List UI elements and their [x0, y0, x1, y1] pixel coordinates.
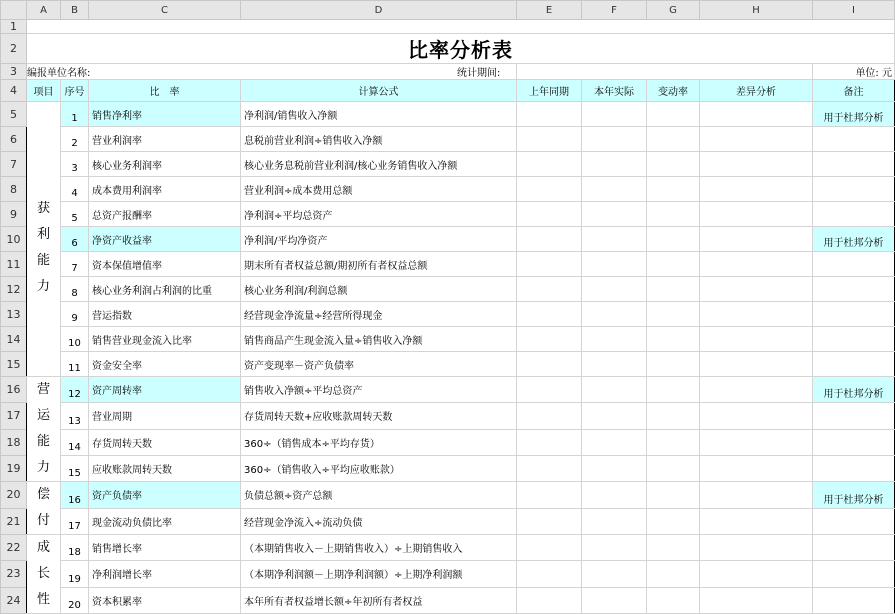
- ratio-cell[interactable]: 销售营业现金流入比率: [89, 327, 241, 352]
- this-year-cell[interactable]: [582, 403, 647, 429]
- row-header[interactable]: 3: [1, 64, 27, 80]
- change-cell[interactable]: [647, 587, 700, 613]
- formula-cell[interactable]: 销售商品产生现金流入量÷销售收入净额: [241, 327, 517, 352]
- seq-cell[interactable]: 3: [61, 152, 89, 177]
- remark-cell[interactable]: [813, 277, 895, 302]
- table-header-row: [1, 80, 895, 102]
- remark-cell[interactable]: [813, 561, 895, 587]
- formula-cell[interactable]: 经营现金净流入÷流动负债: [241, 508, 517, 535]
- row-header[interactable]: 17: [1, 403, 27, 429]
- row-header[interactable]: 11: [1, 252, 27, 277]
- last-year-cell[interactable]: [517, 561, 582, 587]
- diff-cell[interactable]: [700, 177, 813, 202]
- formula-cell[interactable]: 期末所有者权益总额/期初所有者权益总额: [241, 252, 517, 277]
- remark-cell[interactable]: [813, 127, 895, 152]
- seq-cell[interactable]: 19: [61, 561, 89, 587]
- seq-cell[interactable]: 9: [61, 302, 89, 327]
- column-header-row: [1, 1, 895, 20]
- formula-cell[interactable]: 核心业务利润/利润总额: [241, 277, 517, 302]
- ratio-cell[interactable]: 营业利润率: [89, 127, 241, 152]
- formula-cell[interactable]: 资产变现率－资产负债率: [241, 352, 517, 377]
- change-cell[interactable]: [647, 327, 700, 352]
- header-formula[interactable]: 计算公式: [241, 80, 517, 102]
- ratio-cell[interactable]: 营运指数: [89, 302, 241, 327]
- last-year-cell[interactable]: [517, 535, 582, 561]
- diff-cell[interactable]: [700, 352, 813, 377]
- change-cell[interactable]: [647, 152, 700, 177]
- category-profit[interactable]: [27, 102, 61, 377]
- change-cell[interactable]: [647, 252, 700, 277]
- this-year-cell[interactable]: [582, 302, 647, 327]
- this-year-cell[interactable]: [582, 152, 647, 177]
- category-char: 运: [36, 408, 50, 423]
- ratio-cell[interactable]: 资金安全率: [89, 352, 241, 377]
- diff-cell[interactable]: [700, 429, 813, 455]
- remark-cell[interactable]: 用于杜邦分析: [813, 482, 895, 509]
- seq-cell[interactable]: 6: [61, 227, 89, 252]
- diff-cell[interactable]: [700, 482, 813, 509]
- remark-cell[interactable]: [813, 403, 895, 429]
- formula-cell[interactable]: （本期销售收入－上期销售收入）÷上期销售收入: [241, 535, 517, 561]
- row-header[interactable]: 5: [1, 102, 27, 127]
- remark-cell[interactable]: [813, 587, 895, 613]
- category-char: 获: [36, 201, 50, 216]
- seq-cell[interactable]: 18: [61, 535, 89, 561]
- unit-name-label[interactable]: 编报单位名称:: [27, 64, 517, 80]
- ratio-cell[interactable]: 净资产收益率: [89, 227, 241, 252]
- this-year-cell[interactable]: [582, 377, 647, 403]
- change-cell[interactable]: [647, 561, 700, 587]
- column-header-f[interactable]: F: [582, 1, 647, 20]
- row-header[interactable]: 8: [1, 177, 27, 202]
- ratio-cell[interactable]: 资产周转率: [89, 377, 241, 403]
- category-char: 成: [36, 540, 50, 555]
- row-header[interactable]: 7: [1, 152, 27, 177]
- diff-cell[interactable]: [700, 455, 813, 481]
- ratio-cell[interactable]: 资产负债率: [89, 482, 241, 509]
- last-year-cell[interactable]: [517, 152, 582, 177]
- diff-cell[interactable]: [700, 327, 813, 352]
- this-year-cell[interactable]: [582, 327, 647, 352]
- column-header-h[interactable]: H: [700, 1, 813, 20]
- this-year-cell[interactable]: [582, 352, 647, 377]
- header-diff[interactable]: 差异分析: [700, 80, 813, 102]
- change-cell[interactable]: [647, 482, 700, 509]
- remark-cell[interactable]: [813, 455, 895, 481]
- row-header[interactable]: 18: [1, 429, 27, 455]
- last-year-cell[interactable]: [517, 327, 582, 352]
- diff-cell[interactable]: [700, 508, 813, 535]
- row-header[interactable]: 22: [1, 535, 27, 561]
- seq-cell[interactable]: 2: [61, 127, 89, 152]
- row-header[interactable]: 6: [1, 127, 27, 152]
- column-header-i[interactable]: I: [813, 1, 895, 20]
- change-cell[interactable]: [647, 377, 700, 403]
- ratio-cell[interactable]: 存货周转天数: [89, 429, 241, 455]
- category-char: 偿: [36, 487, 50, 502]
- seq-cell[interactable]: 8: [61, 277, 89, 302]
- change-cell[interactable]: [647, 508, 700, 535]
- this-year-cell[interactable]: [582, 429, 647, 455]
- last-year-cell[interactable]: [517, 403, 582, 429]
- header-last-year[interactable]: 上年同期: [517, 80, 582, 102]
- remark-cell[interactable]: 用于杜邦分析: [813, 377, 895, 403]
- this-year-cell[interactable]: [582, 227, 647, 252]
- ratio-cell[interactable]: 应收账款周转天数: [89, 455, 241, 481]
- diff-cell[interactable]: [700, 227, 813, 252]
- header-remark[interactable]: 备注: [813, 80, 895, 102]
- row-header[interactable]: 15: [1, 352, 27, 377]
- formula-cell[interactable]: 本年所有者权益增长额÷年初所有者权益: [241, 587, 517, 613]
- remark-cell[interactable]: [813, 152, 895, 177]
- this-year-cell[interactable]: [582, 482, 647, 509]
- this-year-cell[interactable]: [582, 177, 647, 202]
- column-header-b[interactable]: B: [61, 1, 89, 20]
- seq-cell[interactable]: 13: [61, 403, 89, 429]
- category-char: 力: [36, 279, 50, 294]
- column-header-e[interactable]: E: [517, 1, 582, 20]
- row-header[interactable]: 14: [1, 327, 27, 352]
- seq-cell[interactable]: 5: [61, 202, 89, 227]
- this-year-cell[interactable]: [582, 127, 647, 152]
- last-year-cell[interactable]: [517, 277, 582, 302]
- remark-cell[interactable]: [813, 252, 895, 277]
- ratio-cell[interactable]: 销售增长率: [89, 535, 241, 561]
- formula-cell[interactable]: 核心业务息税前营业利润/核心业务销售收入净额: [241, 152, 517, 177]
- remark-cell[interactable]: [813, 202, 895, 227]
- row-header[interactable]: 21: [1, 508, 27, 535]
- last-year-cell[interactable]: [517, 482, 582, 509]
- remark-cell[interactable]: [813, 177, 895, 202]
- last-year-cell[interactable]: [517, 429, 582, 455]
- change-cell[interactable]: [647, 535, 700, 561]
- category-char: 营: [36, 382, 50, 397]
- column-header-g[interactable]: G: [647, 1, 700, 20]
- category-char: 利: [36, 227, 50, 242]
- category-growth[interactable]: [27, 535, 61, 614]
- row-header[interactable]: 19: [1, 455, 27, 481]
- category-operation[interactable]: [27, 377, 61, 482]
- last-year-cell[interactable]: [517, 127, 582, 152]
- seq-cell[interactable]: 16: [61, 482, 89, 509]
- diff-cell[interactable]: [700, 535, 813, 561]
- seq-cell[interactable]: 11: [61, 352, 89, 377]
- header-change[interactable]: 变动率: [647, 80, 700, 102]
- row-header[interactable]: 13: [1, 302, 27, 327]
- remark-cell[interactable]: [813, 535, 895, 561]
- diff-cell[interactable]: [700, 302, 813, 327]
- formula-cell[interactable]: 存货周转天数+应收账款周转天数: [241, 403, 517, 429]
- formula-cell[interactable]: 负债总额÷资产总额: [241, 482, 517, 509]
- last-year-cell[interactable]: [517, 102, 582, 127]
- this-year-cell[interactable]: [582, 508, 647, 535]
- last-year-cell[interactable]: [517, 508, 582, 535]
- this-year-cell[interactable]: [582, 102, 647, 127]
- row-header[interactable]: 23: [1, 561, 27, 587]
- ratio-cell[interactable]: 总资产报酬率: [89, 202, 241, 227]
- formula-cell[interactable]: 息税前营业利润÷销售收入净额: [241, 127, 517, 152]
- seq-cell[interactable]: 1: [61, 102, 89, 127]
- change-cell[interactable]: [647, 277, 700, 302]
- remark-cell[interactable]: [813, 508, 895, 535]
- diff-cell[interactable]: [700, 377, 813, 403]
- change-cell[interactable]: [647, 403, 700, 429]
- ratio-cell[interactable]: 净利润增长率: [89, 561, 241, 587]
- change-cell[interactable]: [647, 202, 700, 227]
- category-char: 能: [36, 253, 50, 268]
- row-header[interactable]: 10: [1, 227, 27, 252]
- seq-cell[interactable]: 10: [61, 327, 89, 352]
- seq-cell[interactable]: 12: [61, 377, 89, 403]
- category-char: 长: [36, 566, 50, 581]
- header-project[interactable]: 项目: [27, 80, 61, 102]
- diff-cell[interactable]: [700, 561, 813, 587]
- this-year-cell[interactable]: [582, 561, 647, 587]
- last-year-cell[interactable]: [517, 587, 582, 613]
- seq-cell[interactable]: 15: [61, 455, 89, 481]
- diff-cell[interactable]: [700, 252, 813, 277]
- row-header[interactable]: 4: [1, 80, 27, 102]
- formula-cell[interactable]: （本期净利润额－上期净利润额）÷上期净利润额: [241, 561, 517, 587]
- this-year-cell[interactable]: [582, 587, 647, 613]
- diff-cell[interactable]: [700, 403, 813, 429]
- change-cell[interactable]: [647, 352, 700, 377]
- last-year-cell[interactable]: [517, 455, 582, 481]
- this-year-cell[interactable]: [582, 202, 647, 227]
- formula-cell[interactable]: 经营现金净流量÷经营所得现金: [241, 302, 517, 327]
- this-year-cell[interactable]: [582, 252, 647, 277]
- category-char: 性: [36, 592, 50, 607]
- this-year-cell[interactable]: [582, 535, 647, 561]
- formula-cell[interactable]: 净利润/平均净资产: [241, 227, 517, 252]
- change-cell[interactable]: [647, 302, 700, 327]
- select-all-corner[interactable]: [1, 1, 27, 20]
- last-year-cell[interactable]: [517, 177, 582, 202]
- diff-cell[interactable]: [700, 587, 813, 613]
- category-char: 能: [36, 434, 50, 449]
- diff-cell[interactable]: [700, 127, 813, 152]
- formula-cell[interactable]: 360÷（销售成本÷平均存货）: [241, 429, 517, 455]
- ratio-cell[interactable]: 核心业务利润率: [89, 152, 241, 177]
- seq-cell[interactable]: 4: [61, 177, 89, 202]
- period-label[interactable]: 统计期间:: [517, 64, 813, 80]
- last-year-cell[interactable]: [517, 352, 582, 377]
- this-year-cell[interactable]: [582, 277, 647, 302]
- seq-cell[interactable]: 17: [61, 508, 89, 535]
- remark-cell[interactable]: 用于杜邦分析: [813, 102, 895, 127]
- header-this-year[interactable]: 本年实际: [582, 80, 647, 102]
- column-header-c[interactable]: C: [89, 1, 241, 20]
- category-char: 付: [36, 513, 50, 528]
- seq-cell[interactable]: 7: [61, 252, 89, 277]
- diff-cell[interactable]: [700, 152, 813, 177]
- row-header[interactable]: 20: [1, 482, 27, 509]
- diff-cell[interactable]: [700, 202, 813, 227]
- change-cell[interactable]: [647, 227, 700, 252]
- formula-cell[interactable]: 营业利润÷成本费用总额: [241, 177, 517, 202]
- formula-cell[interactable]: 净利润/销售收入净额: [241, 102, 517, 127]
- row-header[interactable]: 9: [1, 202, 27, 227]
- category-solvency[interactable]: [27, 482, 61, 535]
- unit-label[interactable]: 单位: 元: [813, 64, 895, 80]
- ratio-cell[interactable]: 现金流动负债比率: [89, 508, 241, 535]
- row-header[interactable]: 24: [1, 587, 27, 613]
- diff-cell[interactable]: [700, 277, 813, 302]
- last-year-cell[interactable]: [517, 252, 582, 277]
- row-header[interactable]: 12: [1, 277, 27, 302]
- header-seq[interactable]: 序号: [61, 80, 89, 102]
- ratio-cell[interactable]: 资本保值增值率: [89, 252, 241, 277]
- row-header[interactable]: 2: [1, 34, 27, 64]
- remark-cell[interactable]: [813, 327, 895, 352]
- change-cell[interactable]: [647, 102, 700, 127]
- ratio-cell[interactable]: 营业周期: [89, 403, 241, 429]
- change-cell[interactable]: [647, 429, 700, 455]
- remark-cell[interactable]: [813, 429, 895, 455]
- remark-cell[interactable]: [813, 352, 895, 377]
- cell[interactable]: [27, 20, 895, 34]
- column-header-d[interactable]: D: [241, 1, 517, 20]
- ratio-cell[interactable]: 成本费用利润率: [89, 177, 241, 202]
- last-year-cell[interactable]: [517, 202, 582, 227]
- header-ratio[interactable]: 比 率: [89, 80, 241, 102]
- diff-cell[interactable]: [700, 102, 813, 127]
- column-header-a[interactable]: A: [27, 1, 61, 20]
- remark-cell[interactable]: [813, 302, 895, 327]
- change-cell[interactable]: [647, 455, 700, 481]
- last-year-cell[interactable]: [517, 377, 582, 403]
- last-year-cell[interactable]: [517, 227, 582, 252]
- ratio-cell[interactable]: 资本积累率: [89, 587, 241, 613]
- formula-cell[interactable]: 360÷（销售收入÷平均应收账款）: [241, 455, 517, 481]
- row-header[interactable]: 16: [1, 377, 27, 403]
- change-cell[interactable]: [647, 177, 700, 202]
- change-cell[interactable]: [647, 127, 700, 152]
- row-header[interactable]: 1: [1, 20, 27, 34]
- ratio-cell[interactable]: 核心业务利润占利润的比重: [89, 277, 241, 302]
- category-char: 力: [36, 460, 50, 475]
- formula-cell[interactable]: 净利润÷平均总资产: [241, 202, 517, 227]
- ratio-cell[interactable]: 销售净利率: [89, 102, 241, 127]
- sheet-title[interactable]: 比率分析表: [27, 34, 895, 64]
- seq-cell[interactable]: 20: [61, 587, 89, 613]
- formula-cell[interactable]: 销售收入净额÷平均总资产: [241, 377, 517, 403]
- last-year-cell[interactable]: [517, 302, 582, 327]
- this-year-cell[interactable]: [582, 455, 647, 481]
- remark-cell[interactable]: 用于杜邦分析: [813, 227, 895, 252]
- seq-cell[interactable]: 14: [61, 429, 89, 455]
